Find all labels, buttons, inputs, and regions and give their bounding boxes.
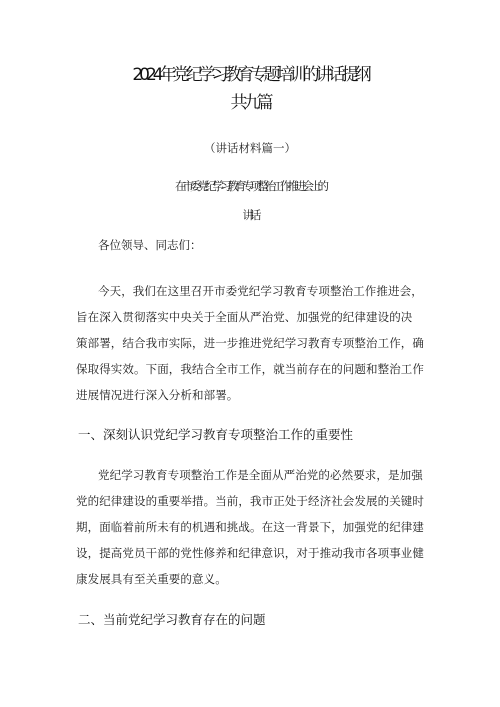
paragraph-1-line: 今天，我们在这里召开市委党纪学习教育专项整治工作推进会， bbox=[98, 284, 423, 298]
document-title-line-2: 共九篇 bbox=[230, 93, 270, 113]
section-heading-2: 二、当前党纪学习教育存在的问题 bbox=[78, 612, 266, 627]
speech-title-line-2: 讲话 bbox=[242, 208, 258, 222]
paragraph-2-line: 康发展具有至关重要的意义。 bbox=[76, 572, 227, 586]
paragraph-2-line: 期，面临着前所未有的机遇和挑战。在这一背景下，加强党的纪律建 bbox=[76, 520, 424, 534]
paragraph-1-line: 保取得实效。下面，我结合全市工作，就当前存在的问题和整治工作 bbox=[76, 362, 424, 376]
paragraph-1-line: 旨在深入贯彻落实中央关于全面从严治党、加强党的纪律建设的决 bbox=[76, 310, 413, 324]
paragraph-2-line: 党的纪律建设的重要举措。当前，我市正处于经济社会发展的关键时 bbox=[76, 494, 424, 508]
paragraph-2-line: 设，提高党员干部的党性修养和纪律意识，对于推动我市各项事业健 bbox=[76, 546, 424, 560]
greeting: 各位领导、同志们： bbox=[98, 238, 202, 252]
speech-title-line-1: 在市委党纪学习教育专项整治工作推进会上的 bbox=[175, 179, 325, 193]
section-heading-1: 一、深刻认识党纪学习教育专项整治工作的重要性 bbox=[78, 427, 354, 442]
section-subtitle: （讲话材料篇一） bbox=[204, 141, 296, 155]
document-title-line-1: 2024年党纪学习教育专题培训的讲话提纲 bbox=[132, 65, 368, 85]
paragraph-2-line: 党纪学习教育专项整治工作是全面从严治党的必然要求，是加强 bbox=[98, 468, 423, 482]
paragraph-1-line: 策部署，结合我市实际，进一步推进党纪学习教育专项整治工作，确 bbox=[76, 336, 424, 350]
paragraph-1-line: 进展情况进行深入分析和部署。 bbox=[76, 388, 239, 402]
